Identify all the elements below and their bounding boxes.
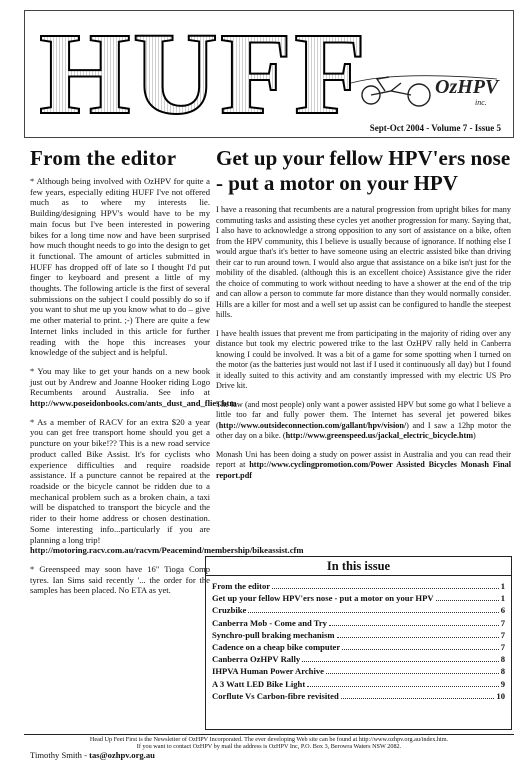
footer-line-2: If you want to contact OzHPV by mail the address is OzHPV Inc, P.O. Box 3, Berowra Waters NSW 2082. [136, 743, 402, 751]
toc-item[interactable]: Canberra OzHPV Rally 8 [212, 654, 505, 665]
masthead-title [39, 8, 369, 139]
masthead [24, 10, 514, 138]
logo-subtext: inc. [475, 98, 487, 107]
article-heading: Get up your fellow HPV'ers nose - put a motor on your HPV [216, 146, 511, 195]
article-p3-mid: ) and I saw a 12hp motor the other day on a bike. ( [216, 420, 511, 440]
article-paragraph-1: I have a reasoning that recumbents are a natural progression from upright bikes for many commuting tasks and assisting these cycles yet another progression for many. Saying that, I also have to acknowledge a strong opposition to any sort of assistance on a bike, often from the HPV community, this I believe is usually because of ignorance. If nothing else I would argue that's it's better to have someone using an electric assisted bike than driving their car to run around town. I would also argue that assistance on a bike isn't just for the mobility of the disabled. (although this is an excellent choice) Assistance give the rider the choice of commuting to work without needing to have a shower at the end of the trip and can allow a person to commute far more distance than they would normally consider. Hills are a killer for most and a well set up assist can be configured to handle the steepest hills. [216, 205, 511, 319]
toc-item[interactable]: Cadence on a cheap bike computer 7 [212, 641, 505, 652]
article-paragraph-3 [216, 400, 511, 442]
in-this-issue-box [205, 556, 512, 730]
outsideconnection-link[interactable]: http://www.outsideconnection.com/gallant/hpv/vision/ [218, 420, 407, 430]
editor-paragraph-3 [30, 416, 304, 556]
footer-line-1: Head Up Feet First is the Newsletter of OzHPV Incorporated. The ever developing Web site can be found at http://www.ozhpv.org.au/index.htm. [89, 736, 449, 743]
toc-title: In this issue [206, 557, 511, 576]
editor-paragraph-2 [30, 365, 237, 409]
racv-bikeassist-link[interactable]: http://motoring.racv.com.au/racvm/Peacemind/membership/bikeassist.cfm [30, 545, 304, 556]
ozhpv-logo [349, 65, 499, 111]
poseidon-books-link[interactable]: http://www.poseidonbooks.com/ants_dust_and_flies.htm [30, 398, 237, 409]
greenspeed-jackal-link[interactable]: http://www.greenspeed.us/jackal_electric_bicycle.htm [285, 431, 474, 440]
toc-item[interactable]: A 3 Watt LED Bike Light 9 [212, 678, 505, 689]
signature-name: Timothy Smith - [30, 750, 90, 760]
masthead-title-text: HUFF [39, 8, 369, 139]
editor-signature [30, 750, 210, 761]
page-footer [24, 734, 514, 751]
editor-paragraph-1: * Although being involved with OzHPV for quite a few years, especially editing HUFF I've not offered much as to where my interests lie. Building/designing HPV's would have to be my main focus but I've been interested in powering bikes for a long time now and have been surprised how much thought needs to go into the design to get it functional. The amount of articles submitted in HUFF has dropped off of late so I thought I'd put finger to keyboard and present a little of my thoughts. The following article is the first of several submissions on the subject I could possibly do so if you want to shut me up you know what to do – give me other material to print. ;-) There are quite a few Internet links included in this article for further reading with the hope this increases your knowledge of the subject and is helpful. [30, 176, 210, 358]
toc-item[interactable]: Get up your fellow HPV'ers nose - put a motor on your HPV 1 [212, 593, 505, 604]
signature-email-link[interactable]: tas@ozhpv.org.au [89, 750, 155, 760]
toc-item[interactable]: IHPVA Human Power Archive 8 [212, 666, 505, 677]
toc-item[interactable]: Canberra Mob - Come and Try 7 [212, 617, 505, 628]
toc-list [206, 576, 511, 702]
logo-text: OzHPV [435, 76, 499, 98]
editor-p3-text: * As a member of RACV for an extra $20 a year you can get free transport home should you get a puncture on your bike!?? This is a new road service product called Bike Assist. It's for cyclists who experience difficulties and require roadside assistance. If a puncture cannot be repaired at the roadside or the bicycle cannot be ridden due to a mechanical problem such as a broken chain, a taxi will be dispatched to transport the bicycle and the rider to their home address or chosen destination. Some interesting info...particularly if you are planning a long trip! [30, 416, 210, 545]
article-paragraph-4 [216, 450, 511, 482]
editor-heading: From the editor [30, 146, 177, 170]
toc-item[interactable]: From the editor 1 [212, 581, 505, 591]
cycling-promotion-report-link[interactable]: http://www.cyclingpromotion.com/Power Assisted Bicycles Monash Final report.pdf [216, 460, 511, 480]
article-paragraph-2: I have health issues that prevent me from participating in the majority of riding over any distance but took my electric powered trike to the last OzHPV rally held in Canberra knowing I could be involved. It was a bit of a game for some spotting when I turned on the motor (as the batteries just would not last if I used it continuously all day) but I found it ideally suited to this activity and am constantly impressed with my electric US Pro Drive kit. [216, 328, 511, 390]
toc-item[interactable]: Synchro-pull braking mechanism 7 [212, 629, 505, 640]
issue-line: Sept-Oct 2004 - Volume 7 - Issue 5 [369, 123, 501, 133]
article-column [216, 146, 511, 489]
toc-item[interactable]: Corflute Vs Carbon-fibre revisited 10 [212, 690, 505, 701]
article-p3-end: ) [473, 431, 476, 440]
editor-p2-text: * You may like to get your hands on a new book just out by Andrew and Joanne Hooker riding Logo Recumbents around Australia. See info at [30, 365, 210, 398]
article-p3-text: The law (and most people) only want a power assisted HPV but some go what I believe a little too far and fully power them. The Internet has several jet powered bikes ( [216, 399, 511, 430]
editor-paragraph-4: * Greenspeed may soon have 16" Tioga Comp tyres. Ian Sims said recently '... the order for the samples has been placed. No ETA as yet. [30, 563, 210, 596]
toc-item[interactable]: Cruzbike 6 [212, 605, 505, 616]
article-p4-text: Monash Uni has been doing a study on power assist in Australia and you can read their report at [216, 449, 511, 469]
